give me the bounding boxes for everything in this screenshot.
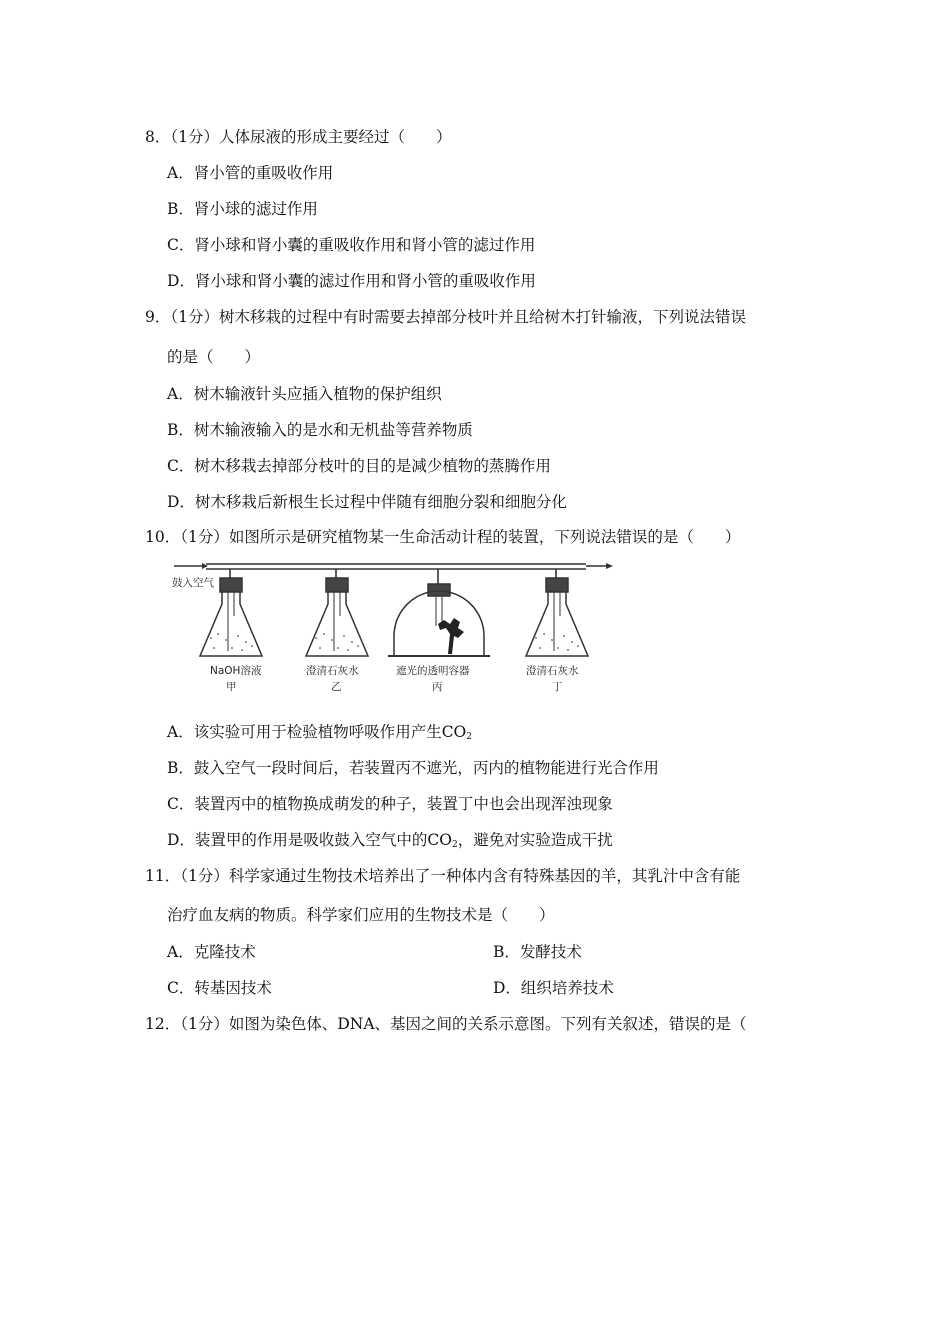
container-bing — [388, 584, 490, 656]
q11-option-d: D．组织培养技术 — [493, 979, 614, 997]
flask-yi-liquid — [315, 633, 359, 651]
q8-option-d: D．肾小球和肾小囊的滤过作用和肾小管的重吸收作用 — [167, 272, 536, 290]
inlet-arrow-icon — [174, 563, 208, 569]
q10-stem: 10．（1分）如图所示是研究植物某一生命活动计程的装置，下列说法错误的是（ ） — [145, 528, 741, 546]
q10-option-a-text: A．该实验可用于检验植物呼吸作用产生CO — [167, 723, 467, 741]
q9-stem-continued: 的是（ ） — [167, 348, 261, 366]
flask-ding-name: 丁 — [552, 681, 563, 693]
flask-jia-liquid — [210, 633, 253, 651]
outlet-arrow-icon — [586, 563, 613, 569]
q8-option-c: C．肾小球和肾小囊的重吸收作用和肾小管的滤过作用 — [167, 236, 536, 254]
q9-stem: 9．（1分）树木移栽的过程中有时需要去掉部分枝叶并且给树木打针输液，下列说法错误 — [145, 308, 746, 326]
flask-ding — [526, 578, 588, 656]
q8-option-b: B．肾小球的滤过作用 — [167, 200, 318, 218]
plant-icon — [438, 618, 464, 654]
q10-option-a-subscript: 2 — [466, 732, 472, 742]
flask-ding-liquid-label: 澄清石灰水 — [526, 665, 579, 677]
flask-jia-name: 甲 — [226, 681, 237, 693]
q10-option-d — [167, 830, 613, 855]
q12-stem: 12．（1分）如图为染色体、DNA、基因之间的关系示意图。下列有关叙述，错误的是（ — [145, 1015, 747, 1033]
q8-option-a: A．肾小管的重吸收作用 — [167, 164, 334, 182]
q9-option-a: A．树木输液针头应插入植物的保护组织 — [167, 385, 442, 403]
q11-option-b: B．发酵技术 — [493, 943, 582, 961]
flask-ding-liquid — [535, 633, 579, 651]
flask-yi-liquid-label: 澄清石灰水 — [306, 665, 359, 677]
q11-option-c: C．转基因技术 — [167, 979, 272, 997]
container-bing-name: 丙 — [432, 681, 443, 693]
inlet-label: 鼓入空气 — [172, 577, 214, 589]
q10-option-d-subscript: 2 — [452, 840, 458, 850]
flask-jia-liquid-label: NaOH溶液 — [210, 665, 262, 677]
q10-option-d-text: D．装置甲的作用是吸收鼓入空气中的CO — [167, 831, 452, 849]
q10-option-b: B．鼓入空气一段时间后，若装置丙不遮光，丙内的植物能进行光合作用 — [167, 759, 659, 777]
q9-option-b: B．树木输液输入的是水和无机盐等营养物质 — [167, 421, 473, 439]
q10-option-c: C．装置丙中的植物换成萌发的种子，装置丁中也会出现浑浊现象 — [167, 795, 613, 813]
q11-option-a: A．克隆技术 — [167, 943, 256, 961]
flask-jia — [200, 578, 262, 656]
q11-stem-continued: 治疗血友病的物质。科学家们应用的生物技术是（ ） — [167, 906, 555, 924]
q10-option-a — [167, 722, 472, 747]
q9-option-d: D．树木移栽后新根生长过程中伴随有细胞分裂和细胞分化 — [167, 493, 567, 511]
experiment-apparatus-figure — [166, 556, 616, 706]
q9-option-c: C．树木移栽去掉部分枝叶的目的是减少植物的蒸腾作用 — [167, 457, 551, 475]
q10-option-d-tail: ，避免对实验造成干扰 — [457, 831, 613, 849]
q11-stem: 11．（1分）科学家通过生物技术培养出了一种体内含有特殊基因的羊，其乳汁中含有能 — [145, 867, 741, 885]
container-bing-label: 遮光的透明容器 — [396, 665, 470, 677]
flask-yi — [306, 578, 368, 656]
q8-stem: 8．（1分）人体尿液的形成主要经过（ ） — [145, 128, 452, 146]
connecting-tubes — [206, 564, 586, 584]
flask-yi-name: 乙 — [331, 681, 342, 693]
